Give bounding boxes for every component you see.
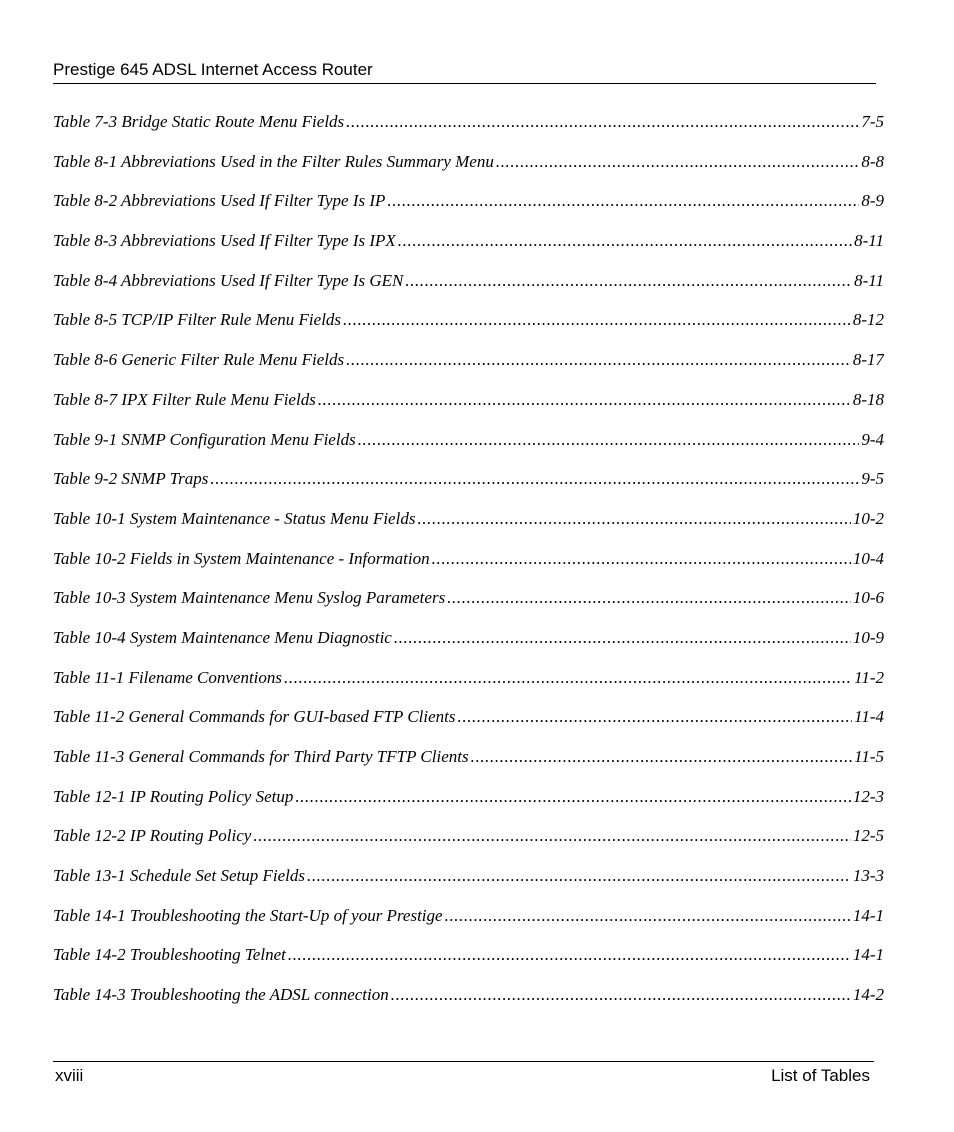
list-of-tables bbox=[53, 110, 884, 1023]
toc-entry-title: Table 10-4 System Maintenance Menu Diagnostic bbox=[53, 627, 392, 647]
toc-entry-page: 14-1 bbox=[852, 945, 884, 965]
toc-entry-page: 8-11 bbox=[854, 231, 884, 251]
toc-entry-title: Table 14-3 Troubleshooting the ADSL connection bbox=[53, 985, 389, 1005]
toc-entry[interactable] bbox=[53, 428, 884, 468]
toc-entry-page: 8-18 bbox=[852, 389, 884, 409]
dot-leader bbox=[210, 467, 859, 491]
toc-entry-title: Table 8-5 TCP/IP Filter Rule Menu Fields bbox=[53, 310, 342, 330]
toc-entry[interactable] bbox=[53, 150, 884, 190]
toc-entry[interactable] bbox=[53, 983, 884, 1023]
page-header bbox=[53, 59, 876, 84]
toc-entry-page: 10-4 bbox=[852, 548, 884, 568]
toc-entry[interactable] bbox=[53, 785, 884, 825]
toc-entry-title: Table 12-2 IP Routing Policy bbox=[53, 826, 252, 846]
dot-leader bbox=[343, 308, 851, 332]
dot-leader bbox=[346, 110, 859, 134]
toc-entry-title: Table 8-2 Abbreviations Used If Filter Type Is IP bbox=[53, 191, 386, 211]
dot-leader bbox=[346, 348, 851, 372]
toc-entry-title: Table 9-2 SNMP Traps bbox=[53, 469, 209, 489]
document-title: Prestige 645 ADSL Internet Access Router bbox=[53, 60, 373, 79]
toc-entry-title: Table 11-3 General Commands for Third Party TFTP Clients bbox=[53, 747, 469, 766]
toc-entry[interactable] bbox=[53, 308, 884, 348]
toc-entry-page: 14-2 bbox=[852, 985, 884, 1005]
toc-entry-page: 8-12 bbox=[852, 310, 884, 330]
toc-entry-title: Table 12-1 IP Routing Policy Setup bbox=[53, 786, 294, 806]
toc-entry-page: 11-5 bbox=[854, 747, 884, 766]
toc-entry[interactable] bbox=[53, 904, 884, 944]
toc-entry[interactable] bbox=[53, 507, 884, 547]
toc-entry[interactable] bbox=[53, 586, 884, 626]
dot-leader bbox=[445, 904, 851, 928]
dot-leader bbox=[284, 666, 852, 690]
toc-entry-page: 8-8 bbox=[861, 151, 884, 171]
toc-entry-title: Table 7-3 Bridge Static Route Menu Fields bbox=[53, 112, 345, 131]
page-number: xviii bbox=[55, 1066, 84, 1085]
toc-entry-page: 8-9 bbox=[861, 191, 884, 211]
dot-leader bbox=[295, 785, 850, 809]
dot-leader bbox=[432, 547, 851, 571]
dot-leader bbox=[358, 428, 860, 452]
toc-entry-page: 9-5 bbox=[861, 469, 884, 489]
toc-entry[interactable] bbox=[53, 745, 884, 785]
dot-leader bbox=[447, 586, 851, 610]
dot-leader bbox=[318, 388, 851, 412]
toc-entry[interactable] bbox=[53, 229, 884, 269]
toc-entry[interactable] bbox=[53, 626, 884, 666]
toc-entry-title: Table 11-1 Filename Conventions bbox=[53, 667, 283, 687]
toc-entry-page: 9-4 bbox=[861, 429, 884, 449]
toc-entry-title: Table 8-1 Abbreviations Used in the Filter Rules Summary Menu bbox=[53, 151, 494, 171]
toc-entry[interactable] bbox=[53, 943, 884, 983]
toc-entry-page: 11-2 bbox=[854, 667, 884, 687]
toc-entry-page: 11-4 bbox=[854, 707, 884, 727]
toc-entry-title: Table 10-3 System Maintenance Menu Syslog Parameters bbox=[53, 588, 446, 608]
dot-leader bbox=[394, 626, 851, 650]
toc-entry-title: Table 11-2 General Commands for GUI-based FTP Clients bbox=[53, 707, 456, 727]
toc-entry-title: Table 10-2 Fields in System Maintenance - Information bbox=[53, 548, 430, 568]
dot-leader bbox=[288, 943, 851, 967]
toc-entry-title: Table 8-4 Abbreviations Used If Filter Type Is GEN bbox=[53, 270, 404, 290]
dot-leader bbox=[417, 507, 850, 531]
toc-entry-page: 10-2 bbox=[852, 508, 884, 528]
toc-entry-title: Table 9-1 SNMP Configuration Menu Fields bbox=[53, 429, 356, 449]
dot-leader bbox=[307, 864, 851, 888]
toc-entry[interactable] bbox=[53, 388, 884, 428]
toc-entry-title: Table 10-1 System Maintenance - Status Menu Fields bbox=[53, 508, 416, 528]
toc-entry[interactable] bbox=[53, 467, 884, 507]
toc-entry-title: Table 8-3 Abbreviations Used If Filter Type Is IPX bbox=[53, 231, 396, 251]
dot-leader bbox=[496, 150, 859, 174]
toc-entry-page: 7-5 bbox=[861, 112, 884, 131]
toc-entry[interactable] bbox=[53, 348, 884, 388]
toc-entry-title: Table 8-7 IPX Filter Rule Menu Fields bbox=[53, 389, 316, 409]
toc-entry-page: 8-17 bbox=[852, 350, 884, 370]
dot-leader bbox=[405, 269, 852, 293]
dot-leader bbox=[387, 189, 859, 213]
toc-entry-title: Table 14-2 Troubleshooting Telnet bbox=[53, 945, 286, 965]
toc-entry-title: Table 13-1 Schedule Set Setup Fields bbox=[53, 866, 305, 886]
dot-leader bbox=[398, 229, 852, 253]
toc-entry[interactable] bbox=[53, 269, 884, 309]
dot-leader bbox=[471, 745, 853, 769]
dot-leader bbox=[391, 983, 851, 1007]
toc-entry[interactable] bbox=[53, 547, 884, 587]
toc-entry[interactable] bbox=[53, 864, 884, 904]
toc-entry[interactable] bbox=[53, 824, 884, 864]
toc-entry[interactable] bbox=[53, 110, 884, 150]
toc-entry-page: 14-1 bbox=[852, 905, 884, 925]
dot-leader bbox=[458, 705, 853, 729]
toc-entry[interactable] bbox=[53, 705, 884, 745]
toc-entry-page: 12-3 bbox=[852, 786, 884, 806]
toc-entry-title: Table 14-1 Troubleshooting the Start-Up of your Prestige bbox=[53, 905, 443, 925]
section-name: List of Tables bbox=[771, 1066, 870, 1085]
dot-leader bbox=[253, 824, 851, 848]
toc-entry[interactable] bbox=[53, 666, 884, 706]
toc-entry-title: Table 8-6 Generic Filter Rule Menu Fields bbox=[53, 350, 345, 370]
toc-entry[interactable] bbox=[53, 189, 884, 229]
toc-entry-page: 10-9 bbox=[852, 627, 884, 647]
toc-entry-page: 12-5 bbox=[852, 826, 884, 846]
page-footer bbox=[53, 1061, 874, 1092]
toc-entry-page: 13-3 bbox=[852, 866, 884, 886]
toc-entry-page: 10-6 bbox=[852, 588, 884, 608]
toc-entry-page: 8-11 bbox=[854, 270, 884, 290]
